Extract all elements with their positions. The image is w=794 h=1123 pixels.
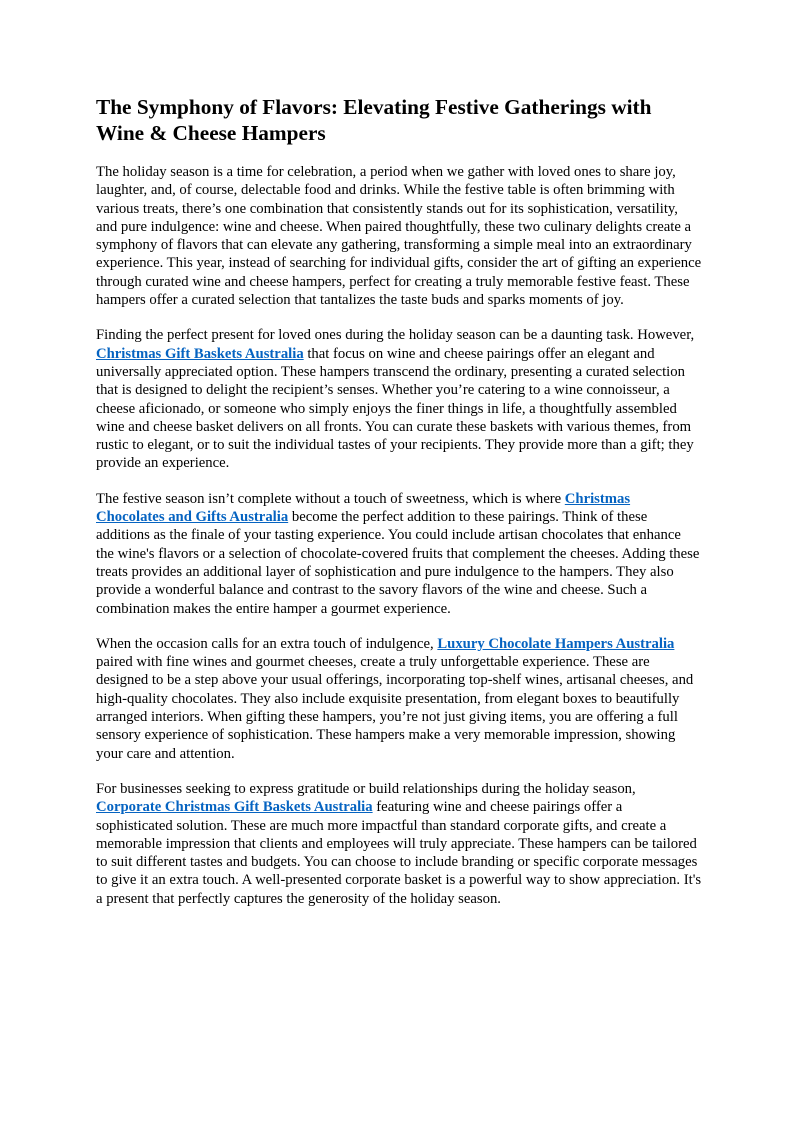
document-page (96, 94, 702, 925)
paragraph-gift-baskets (96, 326, 702, 472)
link-luxury-chocolate-hampers[interactable]: Luxury Chocolate Hampers Australia (437, 635, 675, 652)
link-christmas-chocolates[interactable]: Christmas Chocolates and Gifts Australia (96, 490, 631, 526)
paragraph-text: become the perfect addition to these pairings. Think of these additions as the finale of your tasting experience. You could include artisan chocolates that enhance the wine's flavors or a selection of chocolate-covered fruits that complement the cheeses. Adding these treats provides an additional layer of sophistication and pure indulgence to the hampers. They also provide a wonderful balance and contrast to the savory flavors of the wine and cheese. Such a combination makes the entire hamper a gourmet experience. (96, 509, 700, 617)
paragraph-text: For businesses seeking to express gratitude or build relationships during the holiday season, (96, 780, 636, 797)
paragraph-text: Finding the perfect present for loved ones during the holiday season can be a daunting task. However, (96, 327, 695, 344)
paragraph-corporate (96, 780, 702, 908)
paragraph-text: paired with fine wines and gourmet cheeses, create a truly unforgettable experience. These are designed to be a step above your usual offerings, incorporating top-shelf wines, artisanal cheeses, and high-quality chocolates. They also include exquisite presentation, from elegant boxes to beautifully arranged interiors. When gifting these hampers, you’re not just giving items, you are offering a full sensory experience of sophistication. These hampers make a very memorable impression, showing your care and attention. (96, 654, 694, 762)
paragraph-intro: The holiday season is a time for celebration, a period when we gather with loved ones to share joy, laughter, and, of course, delectable food and drinks. While the festive table is often brimming with various treats, there’s one combination that consistently stands out for its sophistication, versatility, and pure indulgence: wine and cheese. When paired thoughtfully, these two culinary delights create a symphony of flavors that can elevate any gathering, transforming a simple meal into an extraordinary experience. This year, instead of searching for individual gifts, consider the art of gifting an experience through curated wine and cheese hampers, perfect for creating a truly memorable festive feast. These hampers offer a curated selection that tantalizes the taste buds and sparks moments of joy. (96, 164, 702, 309)
link-corporate-gift-baskets[interactable]: Corporate Christmas Gift Baskets Australia (96, 799, 373, 816)
paragraph-chocolates (96, 490, 702, 618)
paragraph-text: The festive season isn’t complete without a touch of sweetness, which is where (96, 490, 565, 507)
paragraph-text: that focus on wine and cheese pairings offer an elegant and universally appreciated option. These hampers transcend the ordinary, presenting a curated selection that is designed to delight the recipient’s senses. Whether you’re catering to a wine connoisseur, a cheese aficionado, or someone who simply enjoys the finer things in life, a thoughtfully assembled wine and cheese basket delivers on all fronts. You can curate these baskets with various themes, from rustic to elegant, or to suit the individual tastes of your recipients. They provide more than a gift; they provide an experience. (96, 345, 694, 472)
paragraph-text: featuring wine and cheese pairings offer a sophisticated solution. These are much more impactful than standard corporate gifts, and create a memorable impression that clients and employees will truly appreciate. These hampers can be tailored to suit different tastes and budgets. You can choose to include branding or specific corporate messages to give it an extra touch. A well-presented corporate basket is a powerful way to show appreciation. It's a present that perfectly captures the generosity of the holiday season. (96, 799, 702, 907)
paragraph-text: When the occasion calls for an extra touch of indulgence, (96, 635, 438, 652)
article-title: The Symphony of Flavors: Elevating Festive Gatherings with Wine & Cheese Hampers (96, 95, 652, 145)
paragraph-luxury (96, 635, 702, 763)
link-christmas-gift-baskets[interactable]: Christmas Gift Baskets Australia (96, 345, 304, 362)
